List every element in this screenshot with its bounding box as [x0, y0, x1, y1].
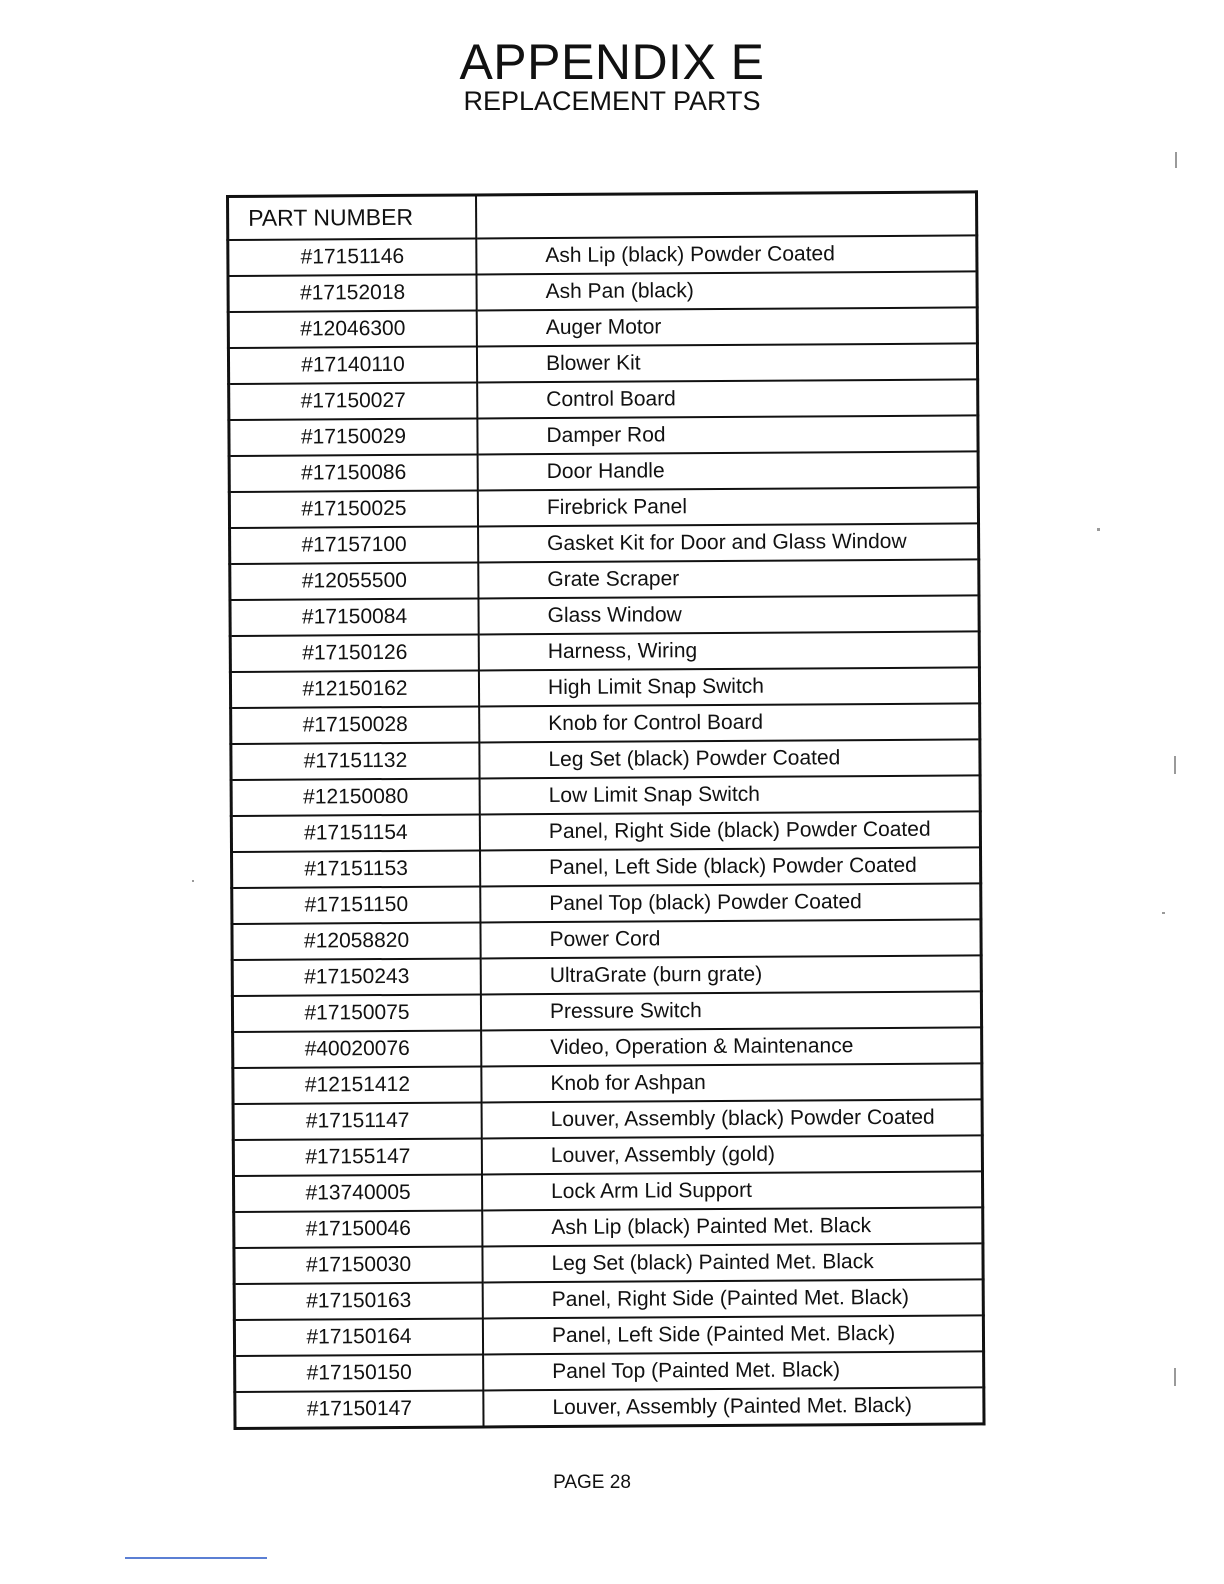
part-description-cell: Video, Operation & Maintenance	[481, 1027, 982, 1066]
table-row	[230, 667, 979, 708]
part-description-cell: Glass Window	[478, 595, 979, 634]
part-number-cell: #17150025	[229, 490, 478, 528]
scan-speck	[1174, 756, 1176, 774]
page-subtitle: REPLACEMENT PARTS	[463, 86, 761, 116]
table-row	[229, 415, 978, 456]
header-part-number: PART NUMBER	[228, 195, 477, 240]
part-description-cell: Ash Lip (black) Painted Met. Black	[482, 1207, 983, 1246]
table-row	[229, 487, 978, 528]
table-row	[230, 559, 979, 600]
part-description-cell: Louver, Assembly (gold)	[482, 1135, 983, 1174]
part-number-cell: #12046300	[228, 310, 477, 348]
part-number-cell: #17157100	[230, 526, 479, 564]
part-description-cell: Knob for Ashpan	[481, 1063, 982, 1102]
table-row	[233, 1099, 982, 1140]
margin-line	[125, 1557, 267, 1559]
table-row	[230, 595, 979, 636]
part-description-cell: Knob for Control Board	[479, 703, 980, 742]
table-row	[232, 919, 981, 960]
part-number-cell: #17152018	[228, 274, 477, 312]
part-number-cell: #17150046	[234, 1210, 483, 1248]
table-row	[232, 955, 981, 996]
part-number-cell: #17151150	[232, 886, 481, 924]
parts-table	[226, 190, 986, 1430]
part-number-cell: #17150126	[230, 634, 479, 672]
table-row	[231, 739, 980, 780]
scan-speck	[1162, 912, 1165, 914]
table-row	[231, 811, 980, 852]
part-number-cell: #17150084	[230, 598, 479, 636]
part-number-cell: #17151132	[231, 742, 480, 780]
part-number-cell: #17140110	[228, 346, 477, 384]
table-row	[233, 1171, 982, 1212]
scan-speck	[192, 880, 194, 882]
table-row	[232, 847, 981, 888]
table-row	[228, 307, 977, 348]
scan-speck	[1097, 528, 1100, 531]
part-number-cell: #17150086	[229, 454, 478, 492]
part-description-cell: Ash Pan (black)	[476, 271, 977, 310]
part-description-cell: Lock Arm Lid Support	[482, 1171, 983, 1210]
part-number-cell: #17150164	[234, 1318, 483, 1356]
part-description-cell: Pressure Switch	[481, 991, 982, 1030]
table-row	[229, 451, 978, 492]
header-row	[228, 192, 977, 240]
part-number-cell: #13740005	[233, 1174, 482, 1212]
part-description-cell: Louver, Assembly (Painted Met. Black)	[483, 1387, 984, 1427]
part-number-cell: #12150080	[231, 778, 480, 816]
part-number-cell: #12055500	[230, 562, 479, 600]
part-description-cell: Power Cord	[480, 919, 981, 958]
part-number-cell: #17150027	[229, 382, 478, 420]
header-description	[476, 192, 977, 239]
table-row	[235, 1351, 984, 1392]
table-row	[228, 235, 977, 276]
part-number-cell: #17151146	[228, 238, 477, 276]
table-header	[228, 192, 977, 240]
page-number: PAGE 28	[553, 1472, 631, 1493]
table-row	[232, 883, 981, 924]
table-row	[231, 775, 980, 816]
part-description-cell: Auger Motor	[477, 307, 978, 346]
part-description-cell: Leg Set (black) Painted Met. Black	[482, 1243, 983, 1282]
part-description-cell: Louver, Assembly (black) Powder Coated	[482, 1099, 983, 1138]
table-row	[235, 1387, 984, 1428]
table-row	[233, 1135, 982, 1176]
table-row	[230, 523, 979, 564]
part-number-cell: #12150162	[230, 670, 479, 708]
table-row	[233, 1027, 982, 1068]
table-body	[228, 235, 984, 1428]
part-number-cell: #17151147	[233, 1102, 482, 1140]
table-row	[228, 271, 977, 312]
part-description-cell: Damper Rod	[477, 415, 978, 454]
part-number-cell: #17150075	[232, 994, 481, 1032]
part-number-cell: #40020076	[233, 1030, 482, 1068]
part-number-cell: #17150150	[235, 1354, 484, 1392]
part-description-cell: Grate Scraper	[478, 559, 979, 598]
part-description-cell: Panel Top (black) Powder Coated	[480, 883, 981, 922]
table-row	[228, 343, 977, 384]
table-row	[230, 631, 979, 672]
part-description-cell: Harness, Wiring	[479, 631, 980, 670]
scan-speck	[1174, 1368, 1176, 1386]
table-row	[234, 1207, 983, 1248]
table-row	[231, 703, 980, 744]
table-row	[234, 1315, 983, 1356]
part-number-cell: #17150243	[232, 958, 481, 996]
table-row	[233, 1063, 982, 1104]
part-description-cell: Control Board	[477, 379, 978, 418]
part-description-cell: Panel, Right Side (Painted Met. Black)	[483, 1279, 984, 1318]
part-number-cell: #17150030	[234, 1246, 483, 1284]
part-number-cell: #12058820	[232, 922, 481, 960]
table-row	[234, 1279, 983, 1320]
table-row	[232, 991, 981, 1032]
table-row	[229, 379, 978, 420]
part-description-cell: Blower Kit	[477, 343, 978, 382]
part-description-cell: Panel, Left Side (Painted Met. Black)	[483, 1315, 984, 1354]
part-description-cell: Panel, Right Side (black) Powder Coated	[480, 811, 981, 850]
part-description-cell: UltraGrate (burn grate)	[481, 955, 982, 994]
part-description-cell: Panel Top (Painted Met. Black)	[483, 1351, 984, 1390]
part-number-cell: #17151154	[231, 814, 480, 852]
part-number-cell: #12151412	[233, 1066, 482, 1104]
part-description-cell: Panel, Left Side (black) Powder Coated	[480, 847, 981, 886]
part-number-cell: #17150147	[235, 1390, 484, 1428]
part-description-cell: Firebrick Panel	[478, 487, 979, 526]
scan-speck	[1175, 152, 1177, 168]
part-description-cell: Ash Lip (black) Powder Coated	[476, 235, 977, 274]
part-description-cell: Door Handle	[478, 451, 979, 490]
part-number-cell: #17150029	[229, 418, 478, 456]
part-number-cell: #17150028	[231, 706, 480, 744]
part-description-cell: Leg Set (black) Powder Coated	[479, 739, 980, 778]
part-number-cell: #17151153	[232, 850, 481, 888]
part-number-cell: #17150163	[234, 1282, 483, 1320]
part-description-cell: Low Limit Snap Switch	[480, 775, 981, 814]
page-title: APPENDIX E	[459, 34, 765, 90]
part-number-cell: #17155147	[233, 1138, 482, 1176]
part-description-cell: Gasket Kit for Door and Glass Window	[478, 523, 979, 562]
table-row	[234, 1243, 983, 1284]
part-description-cell: High Limit Snap Switch	[479, 667, 980, 706]
